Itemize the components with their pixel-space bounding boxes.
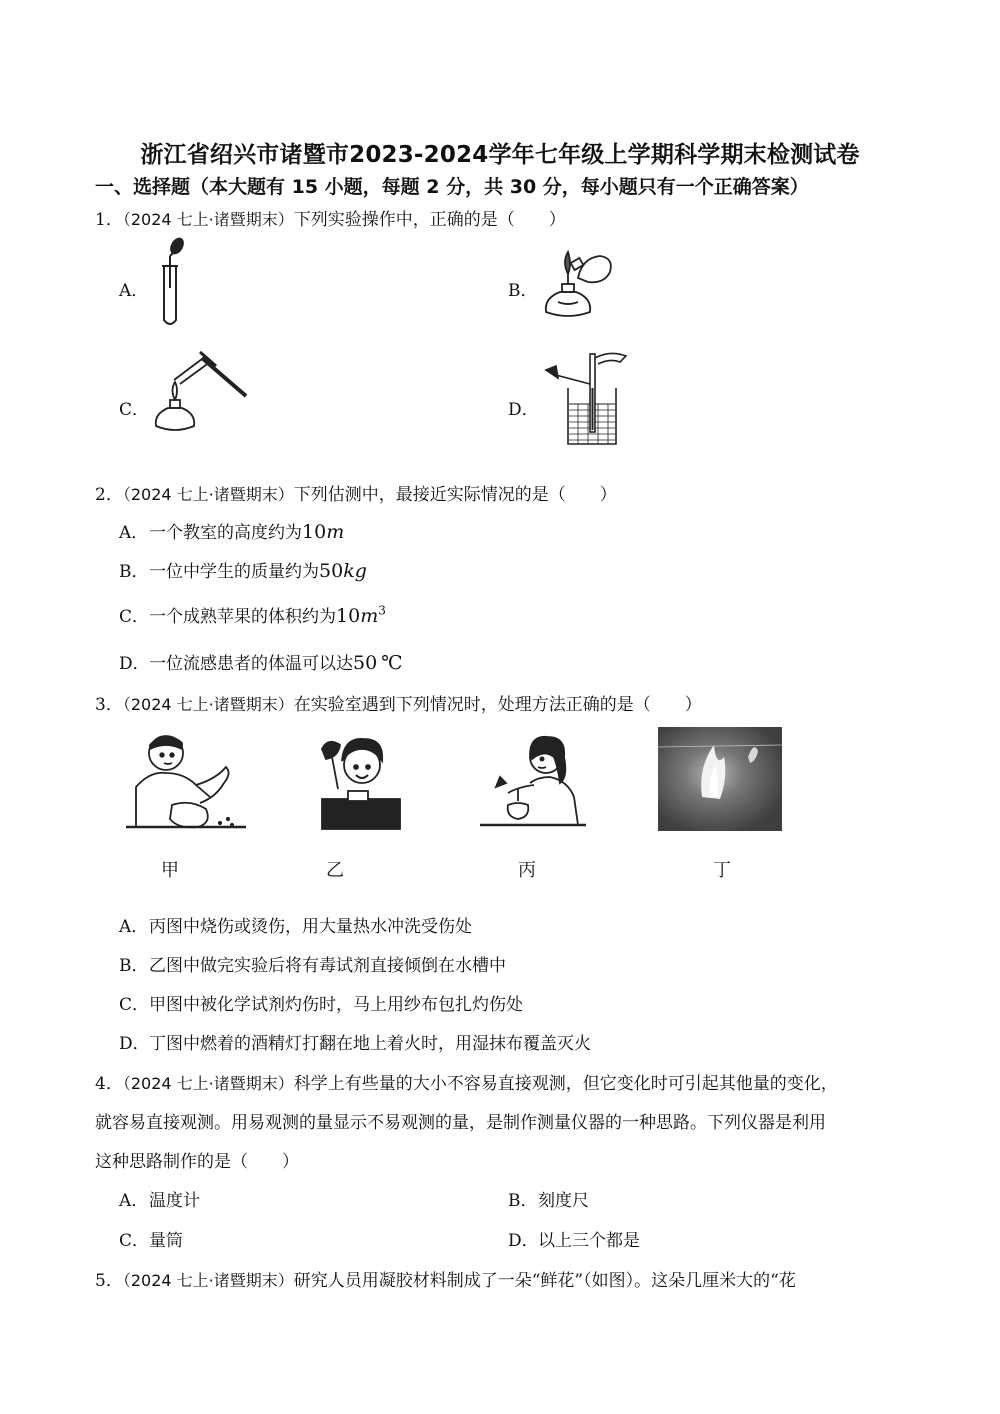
question-4-line-2: 就容易直接观测。用易观测的量显示不易观测的量，是制作测量仪器的一种思路。下列仪器是利用 (95, 1113, 826, 1133)
heating-test-tube-illustration (150, 344, 250, 439)
q1-option-c-label: C． (119, 400, 150, 420)
q1-option-d-label: D． (508, 400, 539, 420)
page-title: 浙江省绍兴市诸暨市2023-2024学年七年级上学期科学期末检测试卷 (140, 142, 860, 168)
q3-option-b[interactable]: B．乙图中做完实验后将有毒试剂直接倾倒在水槽中 (119, 956, 506, 976)
section-heading: 一、选择题（本大题有 15 小题，每题 2 分，共 30 分，每小题只有一个正确答案） (95, 176, 809, 198)
question-source: （2024 七上·诸暨期末） (122, 210, 294, 229)
question-1 (95, 205, 566, 230)
figure-caption-jia: 甲 (161, 860, 179, 881)
question-source: （2024 七上·诸暨期末） (122, 485, 294, 504)
q2-option-d[interactable]: D．一位流感患者的体温可以达50 ℃ (119, 652, 403, 674)
question-stem: 下列实验操作中，正确的是（ ） (293, 210, 566, 230)
question-4-line-3: 这种思路制作的是（ ） (95, 1152, 299, 1172)
q3-option-a[interactable]: A．丙图中烧伤或烫伤，用大量热水冲洗受伤处 (119, 917, 472, 937)
figure-jia-chemical-burn (120, 727, 248, 832)
question-number: 2． (95, 485, 123, 505)
question-2 (95, 480, 617, 505)
q4-option-a[interactable]: A．温度计 (119, 1191, 200, 1211)
figure-bing-scald (478, 727, 588, 832)
figure-yi-waste-disposal (318, 727, 403, 832)
question-stem: 在实验室遇到下列情况时，处理方法正确的是（ ） (293, 695, 702, 715)
question-number: 4． (95, 1074, 123, 1094)
question-number: 3． (95, 695, 123, 715)
question-number: 1． (95, 210, 123, 230)
q3-option-d[interactable]: D．丁图中燃着的酒精灯打翻在地上着火时，用湿抹布覆盖灭火 (119, 1034, 591, 1054)
question-source: （2024 七上·诸暨期末） (122, 695, 294, 714)
q2-option-c[interactable]: C．一个成熟苹果的体积约为$10m^3$ (119, 603, 386, 627)
q2-option-a[interactable]: A．一个教室的高度约为10m (119, 521, 345, 543)
question-3 (95, 690, 702, 715)
q4-option-b[interactable]: B．刻度尺 (508, 1191, 589, 1211)
figure-ding-alcohol-fire-photo (658, 727, 782, 831)
question-number: 5． (95, 1271, 123, 1291)
question-5 (95, 1266, 796, 1291)
q1-option-a-label: A． (119, 281, 149, 301)
alcohol-lamp-lighting-illustration (538, 240, 618, 325)
figure-caption-bing: 丙 (518, 860, 536, 881)
q4-option-d[interactable]: D．以上三个都是 (508, 1231, 640, 1251)
question-stem: 研究人员用凝胶材料制成了一朵“鲜花”（如图）。这朵几厘米大的“花 (293, 1271, 796, 1291)
q1-option-b-label: B． (508, 281, 538, 301)
question-stem: 下列估测中，最接近实际情况的是（ ） (293, 485, 617, 505)
q3-option-c[interactable]: C．甲图中被化学试剂灼伤时，马上用纱布包扎灼伤处 (119, 995, 523, 1015)
question-4 (95, 1069, 838, 1094)
question-source: （2024 七上·诸暨期末） (122, 1271, 294, 1290)
q4-option-c[interactable]: C．量筒 (119, 1231, 183, 1251)
figure-caption-ding: 丁 (713, 860, 731, 881)
figure-caption-yi: 乙 (326, 860, 344, 881)
question-stem: 科学上有些量的大小不容易直接观测，但它变化时可引起其他量的变化， (293, 1074, 838, 1094)
dropper-test-tube-illustration (150, 236, 200, 328)
question-source: （2024 七上·诸暨期末） (122, 1074, 294, 1093)
q2-option-b[interactable]: B．一位中学生的质量约为50kg (119, 560, 367, 582)
thermometer-beaker-illustration (540, 348, 630, 448)
